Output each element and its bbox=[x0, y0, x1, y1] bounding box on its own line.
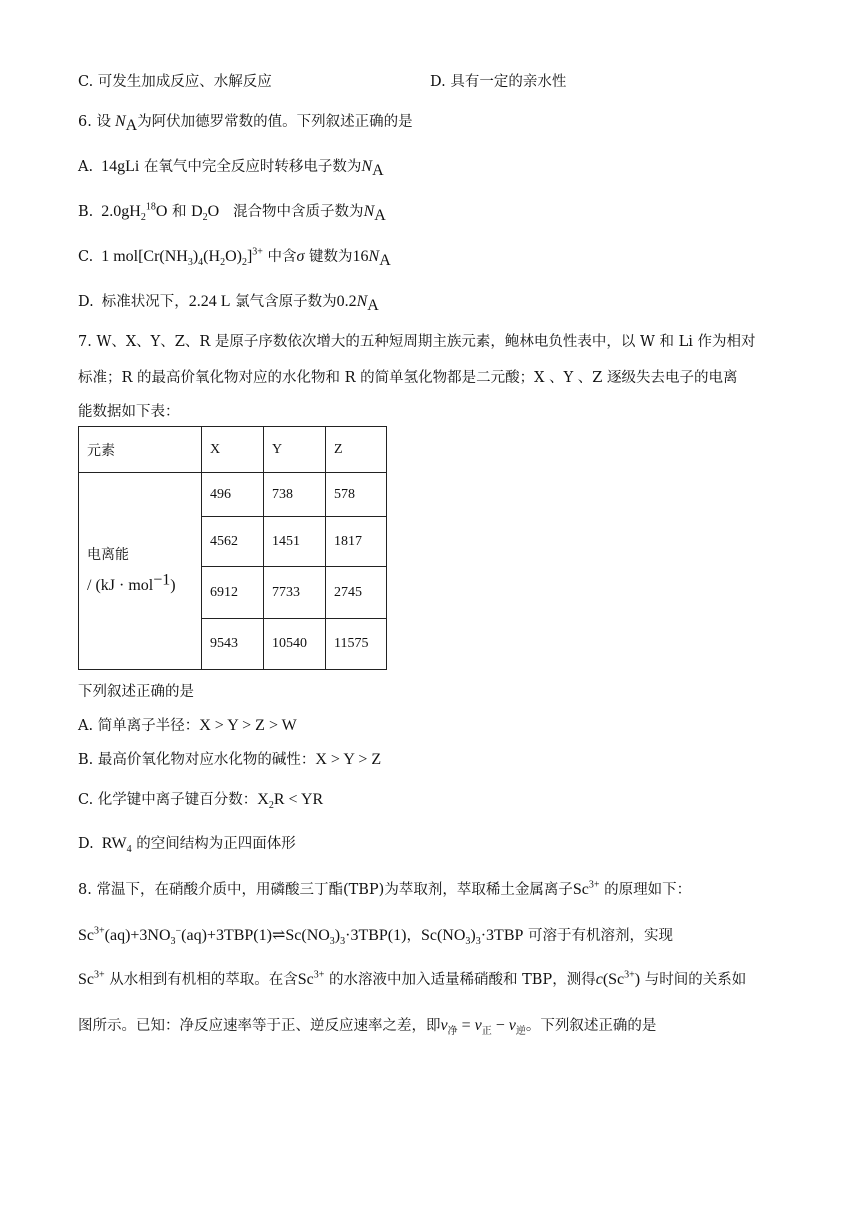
table-cell: 496 bbox=[202, 473, 264, 517]
table-cell: 4562 bbox=[202, 517, 264, 567]
table-cell: 6912 bbox=[202, 567, 264, 619]
q6-option-d[interactable]: D. 标准状况下，2.24 L 氯气含原子数为$0.2N_A$ bbox=[78, 293, 379, 314]
q7-option-c[interactable]: C. 化学键中离子键百分数：$X_2R$ < YR bbox=[78, 791, 324, 812]
table-cell: 7733 bbox=[264, 567, 326, 619]
q7-option-a[interactable]: A. 简单离子半径：X > Y > Z > W bbox=[78, 717, 297, 734]
table-header-cell: X bbox=[202, 427, 264, 473]
q7-stem-line1: 7. W、X、Y、Z、R 是原子序数依次增大的五种短周期主族元素，鲍林电负性表中，以 W 和 Li 作为相对 bbox=[78, 334, 756, 350]
q8-stem-line3: $Sc^{3+}$ 从水相到有机相的萃取。在含$Sc^{3+}$ 的水溶液中加入适量稀硝酸和 TBP，测得$c(Sc^{3+})$ 与时间的关系如 bbox=[78, 969, 747, 988]
q6-option-b[interactable]: B. $2.0gH_2^{18}O$ 和 $D_2O$ 混合物中含质子数为$N_A$ bbox=[78, 201, 386, 224]
table-cell: 1817 bbox=[326, 517, 387, 567]
q6-stem: 6. 设 $N_A$为阿伏加德罗常数的值。下列叙述正确的是 bbox=[78, 113, 413, 134]
q8-stem-line4: 图所示。已知：净反应速率等于正、逆反应速率之差，即$v_净 = v_正 - v_逆$。下列叙述正确的是 bbox=[78, 1017, 657, 1037]
q8-stem-line1: 8. 常温下，在硝酸介质中，用磷酸三丁酯(TBP)为萃取剂，萃取稀土金属离子$Sc^{3+}$ 的原理如下： bbox=[78, 879, 692, 898]
table-cell: 578 bbox=[326, 473, 387, 517]
q6-option-c[interactable]: C. 1 $mol[Cr(NH_3)_4(H_2O)_2]^{3+}$ 中含σ 键数为$16N_A$ bbox=[78, 246, 391, 269]
q8-equation-line: $Sc^{3+}(aq)+3NO_3^-(aq)+3TBP(1)\rightleftharpoons Sc(NO_3)_3\cdot 3TBP(1)$，$Sc(NO_3)_3\cdot 3TBP$ 可溶于有机溶剂，实现 bbox=[78, 925, 673, 948]
q5-option-d[interactable]: D. 具有一定的亲水性 bbox=[430, 74, 567, 90]
table-cell: 9543 bbox=[202, 619, 264, 670]
table-cell: 738 bbox=[264, 473, 326, 517]
table-cell: 10540 bbox=[264, 619, 326, 670]
table-header-cell: Y bbox=[264, 427, 326, 473]
q7-question: 下列叙述正确的是 bbox=[78, 684, 194, 700]
row-label: 电离能 bbox=[87, 547, 129, 563]
q7-stem-line3: 能数据如下表： bbox=[78, 404, 180, 420]
row-unit: / (kJ · mol$^{-1}$) bbox=[87, 570, 176, 594]
q7-option-d[interactable]: D. $RW_4$ 的空间结构为正四面体形 bbox=[78, 835, 296, 856]
table-header-cell: 元素 bbox=[79, 427, 202, 473]
q7-stem-line2: 标准；R 的最高价氧化物对应的水化物和 R 的简单氢化物都是二元酸；X 、Y 、Z 逐级失去电子的电离 bbox=[78, 370, 738, 386]
ionization-energy-table bbox=[78, 426, 387, 670]
q7-option-b[interactable]: B. 最高价氧化物对应水化物的碱性：X > Y > Z bbox=[78, 751, 382, 768]
table-header-cell: Z bbox=[326, 427, 387, 473]
row-label-cell bbox=[79, 473, 202, 670]
table-row bbox=[79, 473, 387, 517]
table-cell: 11575 bbox=[326, 619, 387, 670]
table-header-row bbox=[79, 427, 387, 473]
q6-option-a[interactable]: A. 14gLi 在氧气中完全反应时转移电子数为$N_A$ bbox=[78, 158, 384, 179]
table-cell: 1451 bbox=[264, 517, 326, 567]
table-cell: 2745 bbox=[326, 567, 387, 619]
q5-option-c[interactable]: C. 可发生加成反应、水解反应 D. 具有一定的亲水性 bbox=[78, 74, 567, 90]
